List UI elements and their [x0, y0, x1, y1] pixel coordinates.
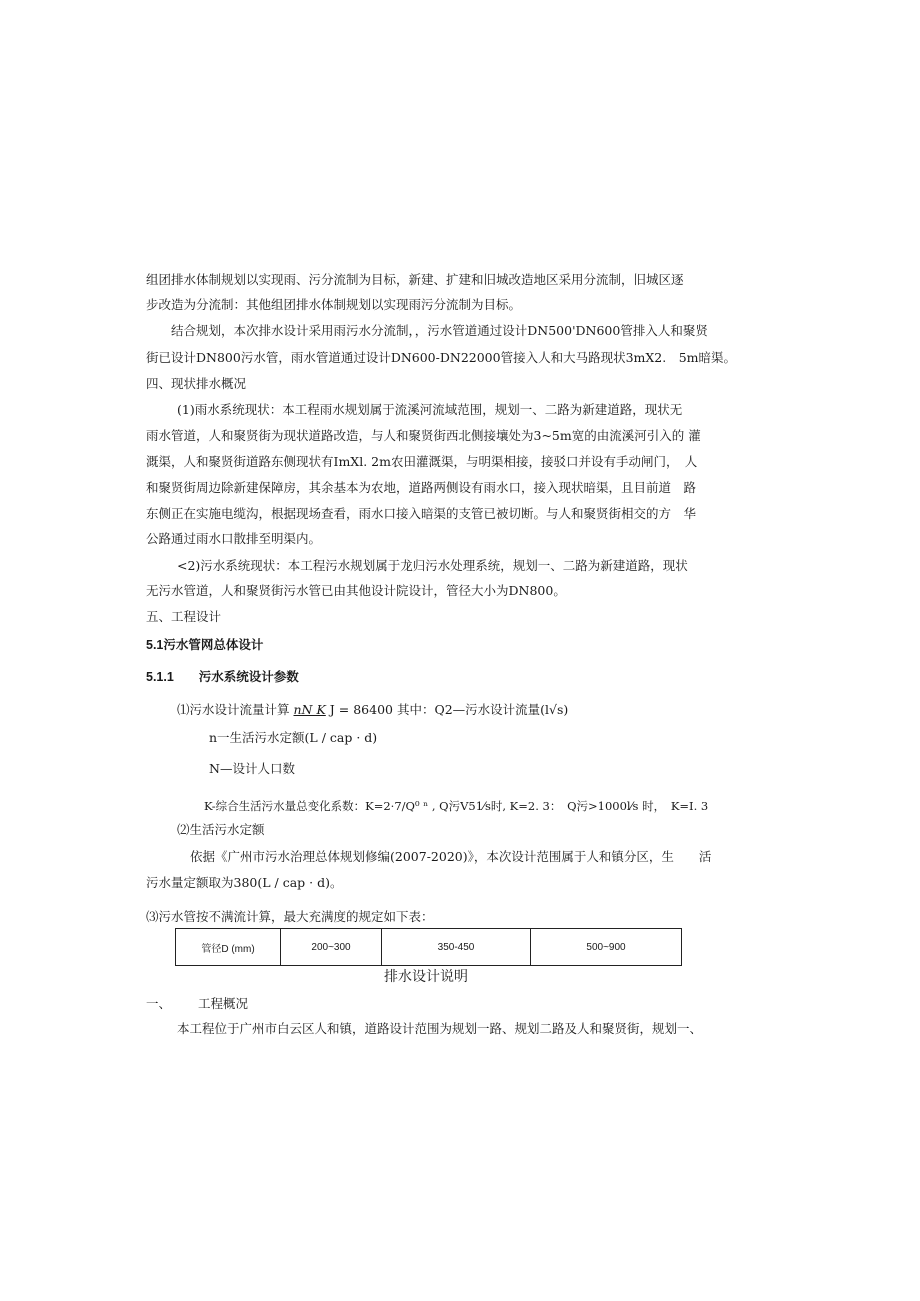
paragraph-line: 无污水管道，人和聚贤街污水管已由其他设计院设计，管径大小为DN800。: [146, 583, 566, 598]
paragraph-line: ⑵生活污水定额: [177, 822, 265, 837]
definition-line: N—设计人口数: [209, 761, 295, 776]
paragraph-line: 街已设计DN800污水管，雨水管道通过设计DN600-DN22000管接入人和大马路现状3mX2. 5m暗渠。: [146, 350, 737, 365]
paragraph-line: ⑶污水管按不满流计算，最大充满度的规定如下表：: [146, 909, 434, 924]
paragraph-line: 本工程位于广州市白云区人和镇，道路设计范围为规划一路、规划二路及人和聚贤街，规划一、: [177, 1021, 703, 1036]
section-number: 一、: [146, 997, 172, 1011]
paragraph-line: 组团排水体制规划以实现雨、污分流制为目标，新建、扩建和旧城改造地区采用分流制，旧城区逐: [146, 272, 684, 287]
section-heading: [146, 996, 248, 1012]
table-cell: 500~900: [531, 929, 682, 966]
paragraph-line: 东侧正在实施电缆沟，根据现场查看，雨水口接入暗渠的支管已被切断。与人和聚贤街相交的方 华: [146, 506, 697, 521]
subsection-heading: 5.1污水管网总体设计: [146, 638, 264, 652]
formula-line: [177, 702, 568, 718]
table-cell: 管径D (mm): [176, 929, 281, 966]
paragraph-line: <2)污水系统现状：本工程污水规划属于龙归污水处理系统，规划一、二路为新建道路，现状: [177, 558, 688, 573]
paragraph-line: 和聚贤街周边除新建保障房，其余基本为农地，道路两侧设有雨水口，接入现状暗渠，且目前道 路: [146, 480, 697, 495]
table-row: [176, 929, 682, 966]
subsection-heading: 5.1.1 污水系统设计参数: [146, 670, 299, 684]
fill-degree-table: [175, 928, 682, 966]
definition-line: n一生活污水定额(L / cap · d): [209, 730, 378, 745]
paragraph-line: 雨水管道，人和聚贤街为现状道路改造，与人和聚贤街西北侧接壤处为3~5m宽的由流溪河引入的 灌: [146, 428, 701, 443]
section-title: 工程概况: [197, 997, 248, 1011]
paragraph-line: 结合规划，本次排水设计采用雨污水分流制，，污水管道通过设计DN500'DN600管排入人和聚贤: [171, 323, 708, 338]
table-cell: 350-450: [382, 929, 531, 966]
paragraph-line: 污水量定额取为380(L / cap · d)。: [146, 875, 343, 890]
formula-suffix: J = 86400 其中：Q2—污水设计流量(l√s): [329, 702, 569, 717]
document-title: 排水设计说明: [384, 969, 468, 985]
section-heading: 四、现状排水概况: [146, 377, 247, 391]
paragraph-line: 步改造为分流制：其他组团排水体制规划以实现雨污分流制为目标。: [146, 297, 522, 312]
paragraph-line: 依据《广州市污水治理总体规划修编(2007-2020)》，本次设计范围属于人和镇分区，生 活: [190, 849, 712, 864]
formula-fraction: nN K: [293, 702, 326, 717]
table-cell: 200~300: [281, 929, 382, 966]
paragraph-line: 溉渠，人和聚贤街道路东侧现状有ImXl. 2m农田灌溉渠，与明渠相接，接驳口并设有手动闸门， 人: [146, 454, 698, 469]
section-heading: 五、工程设计: [146, 610, 222, 624]
coefficient-line: K-综合生活污水量总变化系数：K=2·7/Q⁰ ⁿ , Q污V51⁄s时, K=2. 3： Q污>1000l⁄s 时， K=I. 3: [204, 799, 709, 813]
paragraph-line: 公路通过雨水口散排至明渠内。: [146, 531, 322, 546]
paragraph-line: (1)雨水系统现状：本工程雨水规划属于流溪河流域范围，规划一、二路为新建道路，现状无: [177, 402, 683, 417]
formula-prefix: ⑴污水设计流量计算: [177, 702, 290, 717]
